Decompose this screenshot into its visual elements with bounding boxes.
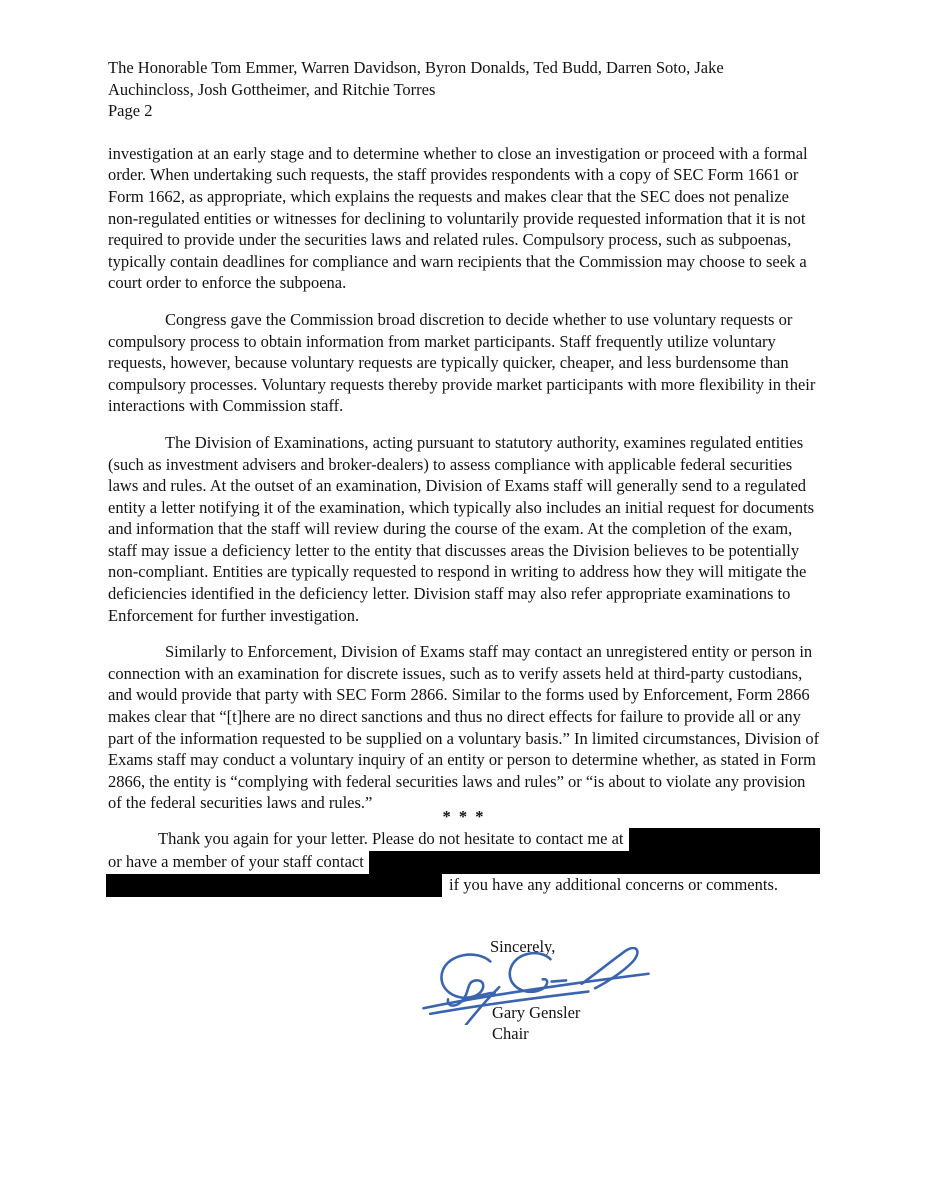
closing-block xyxy=(108,828,820,897)
paragraph-similarly-enforcement: Similarly to Enforcement, Division of Exams staff may contact an unregistered entity or person in connection with an examination for discrete issues, such as to verify assets held at third-party custodians, and would provide that party with SEC Form 2866. Similar to the forms used by Enforcement, Form 2866 makes clear that “[t]here are no direct sanctions and thus no direct effects for failure to provide all or any part of the information requested to be supplied on a voluntary basis.” In limited circumstances, Division of Exams staff may conduct a voluntary inquiry of an entity or person to determine whether, as stated in Form 2866, the entity is “complying with federal securities laws and rules” or “is about to violate any provision of the federal securities laws and rules.” xyxy=(108,642,820,813)
page-number: Page 2 xyxy=(108,101,153,121)
recipient-header xyxy=(108,57,820,122)
paragraph-division-examinations: The Division of Examinations, acting pursuant to statutory authority, examines regulated entities (such as investment advisers and broker-dealers) to assess compliance with applicable federal securities laws and rules. At the outset of an examination, Division of Exams staff will generally send to a regulated entity a letter notifying it of the examination, which typically also includes an initial request for documents and information that the staff will review during the course of the exam. At the completion of the exam, staff may issue a deficiency letter to the entity that discusses areas the Division believes to be potentially non-compliant. Entities are typically requested to respond in writing to address how they will mitigate the deficiencies identified in the deficiency letter. Division staff may also refer appropriate examinations to Enforcement for further investigation. xyxy=(108,432,815,625)
paragraph-investigation: investigation at an early stage and to determine whether to close an investigation or proceed with a formal order. When undertaking such requests, the staff provides respondents with a copy of SEC Form 1661 or Form 1662, as appropriate, which explains the requests and makes clear that the SEC does not penalize non-regulated entities or witnesses for declining to voluntarily provide requested information that it is not required to provide under the securities laws and related rules. Compulsory process, such as subpoenas, typically contain deadlines for compliance and warn recipients that the Commission may choose to seek a court order to enforce the subpoena. xyxy=(108,143,808,293)
closing-line-3 xyxy=(108,874,820,897)
closing-line-3-text: if you have any additional concerns or comments. xyxy=(449,874,778,894)
redaction-bar-2 xyxy=(369,851,820,874)
signature-title: Chair xyxy=(492,1024,529,1044)
redaction-bar-1 xyxy=(629,828,820,851)
redaction-bar-3 xyxy=(106,874,442,897)
closing-line-2-text: or have a member of your staff contact xyxy=(108,851,364,871)
signature-name: Gary Gensler xyxy=(492,1003,581,1023)
closing-line-1-text: Thank you again for your letter. Please do not hesitate to contact me at xyxy=(158,828,624,848)
closing-line-1 xyxy=(108,828,820,851)
signature-area xyxy=(108,957,820,1077)
recipient-line-1: The Honorable Tom Emmer, Warren Davidson, Byron Donalds, Ted Budd, Darren Soto, Jake xyxy=(108,58,724,77)
paragraph-congress-discretion: Congress gave the Commission broad discretion to decide whether to use voluntary requests or compulsory process to obtain information from market participants. Staff frequently utilize voluntary requests, however, because voluntary requests are typically quicker, cheaper, and less burdensome than compulsory processes. Voluntary requests thereby provide market participants with more flexibility in their interactions with Commission staff. xyxy=(108,309,816,416)
signoff-sincerely: Sincerely, xyxy=(490,936,556,956)
section-separator: * * * xyxy=(442,807,486,826)
recipient-line-2: Auchincloss, Josh Gottheimer, and Ritchie Torres xyxy=(108,79,436,99)
closing-line-2 xyxy=(108,851,820,874)
